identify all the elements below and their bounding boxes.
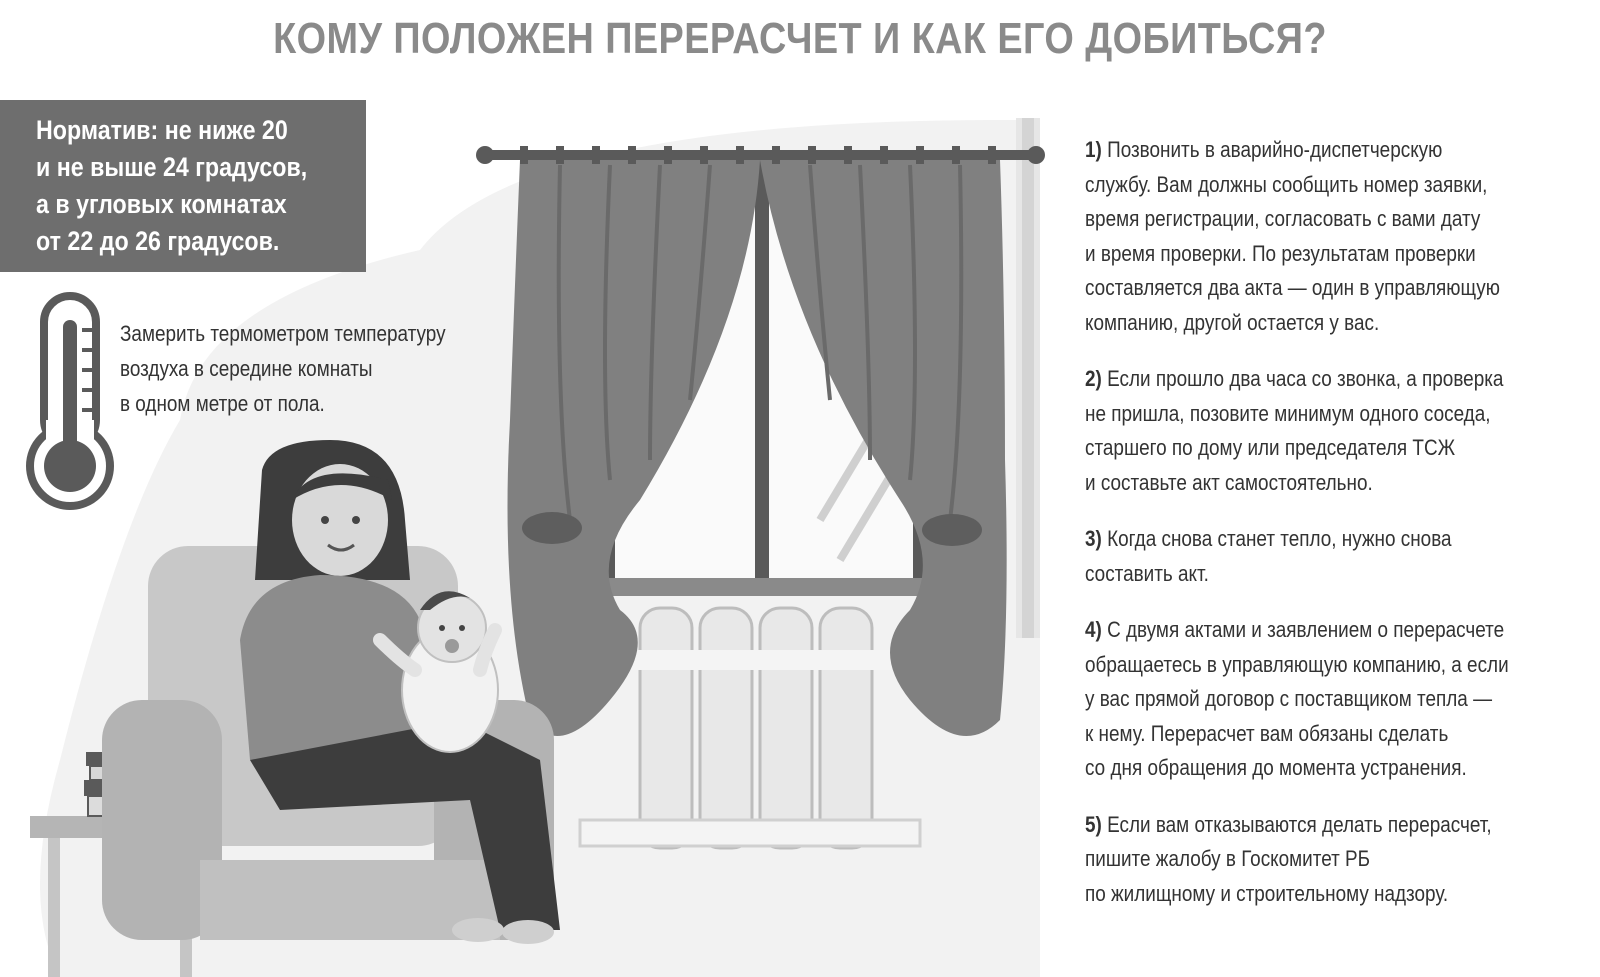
step-line: обращаетесь в управляющую компанию, а если: [1085, 651, 1509, 677]
step-line: и время проверки. По результатам проверки: [1085, 240, 1476, 266]
step-line: составить акт.: [1085, 560, 1209, 586]
step-number: 5): [1085, 811, 1102, 837]
step-5: [1085, 808, 1549, 912]
step-line: не пришла, позовите минимум одного соседа,: [1085, 400, 1491, 426]
step-line: со дня обращения до момента устранения.: [1085, 755, 1467, 780]
step-number: 3): [1085, 526, 1102, 551]
step-number: 1): [1085, 137, 1102, 162]
measure-line: Замерить термометром температуру: [120, 321, 446, 346]
norm-text: [36, 112, 320, 260]
thermometer-icon: [30, 296, 110, 506]
step-line: составляется два акта — один в управляющую: [1085, 275, 1500, 300]
step-1: [1085, 133, 1549, 340]
steps-list: [1085, 133, 1549, 933]
step-line: к нему. Перерасчет вам обязаны сделать: [1085, 720, 1449, 746]
step-line: Позвонить в аварийно-диспетчерскую: [1107, 137, 1443, 162]
step-line: у вас прямой договор с поставщиком тепла —: [1085, 686, 1493, 711]
step-number: 2): [1085, 366, 1102, 391]
step-line: компанию, другой остается у вас.: [1085, 309, 1380, 335]
step-line: Если прошло два часа со звонка, а проверка: [1107, 366, 1504, 391]
step-number: 4): [1085, 617, 1102, 642]
step-line: службу. Вам должны сообщить номер заявки,: [1085, 171, 1488, 197]
step-line: пишите жалобу в Госкомитет РБ: [1085, 846, 1371, 871]
step-4: [1085, 613, 1549, 786]
step-line: по жилищному и строительному надзору.: [1085, 880, 1449, 906]
measure-instruction: [120, 316, 446, 421]
step-line: старшего по дому или председателя ТСЖ: [1085, 435, 1456, 460]
norm-line: Норматив: не ниже 20: [36, 115, 288, 145]
step-line: время регистрации, согласовать с вами дату: [1085, 206, 1481, 231]
step-2: [1085, 362, 1549, 500]
step-line: С двумя актами и заявлением о перерасчете: [1107, 617, 1505, 642]
measure-line: в одном метре от пола.: [120, 391, 325, 416]
measure-line: воздуха в середине комнаты: [120, 356, 373, 381]
step-line: и составьте акт самостоятельно.: [1085, 469, 1373, 495]
step-line: Если вам отказываются делать перерасчет,: [1107, 811, 1492, 837]
step-line: Когда снова станет тепло, нужно снова: [1107, 526, 1452, 551]
page-title: КОМУ ПОЛОЖЕН ПЕРЕРАСЧЕТ И КАК ЕГО ДОБИТЬСЯ?: [273, 14, 1327, 63]
norm-line: и не выше 24 градусов,: [36, 152, 308, 182]
norm-line: от 22 до 26 градусов.: [36, 226, 280, 256]
norm-line: а в угловых комнатах: [36, 189, 287, 219]
step-3: [1085, 522, 1549, 591]
